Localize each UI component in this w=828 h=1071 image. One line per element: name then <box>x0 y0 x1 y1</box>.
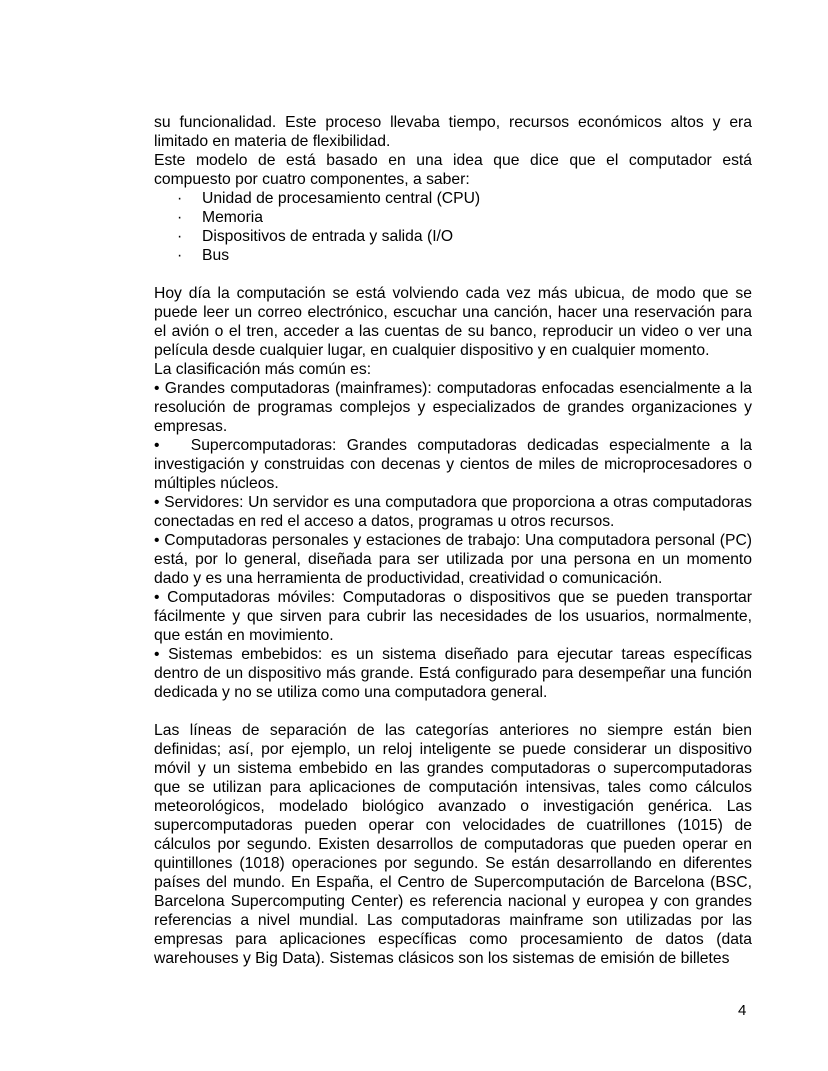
intro-continuation: su funcionalidad. Este proceso llevaba tiempo, recursos económicos altos y era limitado en materia de flexibilidad. <box>154 114 752 150</box>
category-item: • Computadoras móviles: Computadoras o dispositivos que se pueden transportar fácilmente y que sirven para cubrir las necesidades de los usuarios, normalmente, que están en movimiento. <box>154 589 753 644</box>
component-item: · Memoria <box>177 209 264 226</box>
component-list <box>154 189 752 265</box>
bullet-dot: • <box>154 494 160 511</box>
category-item: • Servidores: Un servidor es una computadora que proporciona a otras computadoras conectadas en red el acceso a datos, programas u otros recursos. <box>154 494 752 530</box>
page-number: 4 <box>738 1002 747 1019</box>
bullet-dot: · <box>177 190 183 207</box>
bullet-dot: • <box>154 380 160 397</box>
model-sentence: Este modelo de está basado en una idea que dice que el computador está compuesto por cuatro componentes, a saber: <box>154 152 752 188</box>
document-page <box>154 113 752 968</box>
category-item: • Computadoras personales y estaciones de trabajo: Una computadora personal (PC) está, por lo general, diseñada para ser utilizada por una persona en un momento dado y es una herramienta de productividad, creatividad o comunicación. <box>154 532 752 587</box>
paragraph-gap <box>154 265 752 284</box>
component-item: · Unidad de procesamiento central (CPU) <box>177 190 481 207</box>
bullet-dot: • <box>154 646 160 663</box>
classification-heading: La clasificación más común es: <box>154 361 372 378</box>
category-item: • Grandes computadoras (mainframes): computadoras enfocadas esencialmente a la resolución de programas complejos y especializados de grandes organizaciones y empresas. <box>154 380 752 435</box>
bullet-dot: · <box>177 247 183 264</box>
bullet-dot: • <box>154 589 160 606</box>
ubiquity-paragraph: Hoy día la computación se está volviendo cada vez más ubicua, de modo que se puede leer un correo electrónico, escuchar una canción, hacer una reservación para el avión o el tren, acceder a las cuentas de su banco, reproducir un video o ver una película desde cualquier lugar, en cualquier dispositivo y en cualquier momento. <box>154 285 752 359</box>
paragraph-gap <box>154 702 752 721</box>
separation-paragraph: Las líneas de separación de las categorías anteriores no siempre están bien definidas; así, por ejemplo, un reloj inteligente se puede considerar un dispositivo móvil y un sistema embebido en las grandes computadoras o supercomputadoras que se utilizan para aplicaciones de computación intensivas, tales como cálculos meteorológicos, modelado biológico avanzado o investigación genérica. Las supercomputadoras pueden operar con velocidades de cuatrillones (1015) de cálculos por segundo. Existen desarrollos de computadoras que pueden operar en quintillones (1018) operaciones por segundo. Se están desarrollando en diferentes países del mundo. En España, el Centro de Supercomputación de Barcelona (BSC, Barcelona Supercomputing Center) es referencia nacional y europea y con grandes referencias a nivel mundial. Las computadoras mainframe son utilizadas por las empresas para aplicaciones específicas como procesamiento de datos (data warehouses y Big Data). Sistemas clásicos son los sistemas de emisión de billetes <box>154 722 752 967</box>
bullet-dot: · <box>177 209 183 226</box>
category-item: • Sistemas embebidos: es un sistema diseñado para ejecutar tareas específicas dentro de un dispositivo más grande. Está configurado para desempeñar una función dedicada y no se utiliza como una computadora general. <box>154 646 753 701</box>
bullet-dot: • <box>154 532 160 549</box>
category-item: • Supercomputadoras: Grandes computadoras dedicadas especialmente a la investigación y construidas con decenas y cientos de miles de microprocesadores o múltiples núcleos. <box>154 437 752 492</box>
bullet-dot: • <box>154 437 160 454</box>
component-item: · Bus <box>177 247 230 264</box>
bullet-dot: · <box>177 228 183 245</box>
component-item: · Dispositivos de entrada y salida (I/O <box>177 228 454 245</box>
